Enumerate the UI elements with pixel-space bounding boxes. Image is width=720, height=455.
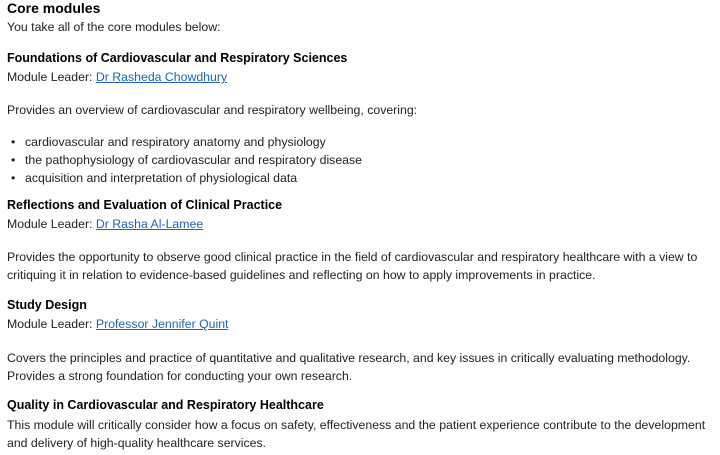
module-title-study-design: Study Design bbox=[7, 298, 87, 312]
module-leader-row bbox=[7, 217, 203, 231]
section-intro: You take all of the core modules below: bbox=[7, 20, 221, 34]
list-item: • the pathophysiology of cardiovascular and respiratory disease bbox=[7, 151, 362, 169]
module-description-study-design: Covers the principles and practice of quantitative and qualitative research, and key issues in critically evaluating methodology. Provides a strong foundation for conducting your own research. bbox=[7, 351, 691, 383]
section-title: Core modules bbox=[7, 0, 101, 16]
list-item: • acquisition and interpretation of physiological data bbox=[7, 169, 362, 187]
list-item: • cardiovascular and respiratory anatomy and physiology bbox=[7, 133, 362, 151]
module-topics-list bbox=[7, 133, 362, 187]
module-title-foundations: Foundations of Cardiovascular and Respiratory Sciences bbox=[7, 51, 348, 65]
module-description-quality: This module will critically consider how a focus on safety, effectiveness and the patient experience contribute to the development and delivery of high-quality healthcare services. bbox=[7, 418, 706, 450]
module-leader-row bbox=[7, 70, 227, 84]
module-leader-row bbox=[7, 317, 228, 331]
module-title-reflections: Reflections and Evaluation of Clinical Practice bbox=[7, 198, 283, 212]
module-title-quality: Quality in Cardiovascular and Respiratory Healthcare bbox=[7, 398, 324, 412]
module-leader-link-chowdhury[interactable]: Dr Rasheda Chowdhury bbox=[95, 70, 228, 84]
module-description-reflections: Provides the opportunity to observe good clinical practice in the field of cardiovascular and respiratory healthcare with a view to critiquing it in relation to evidence-based guidelines and reflecting on how to apply improvements in practice. bbox=[7, 250, 698, 282]
module-leader-label: Module Leader: bbox=[7, 217, 96, 231]
module-leader-label: Module Leader: bbox=[7, 317, 96, 331]
module-description-foundations: Provides an overview of cardiovascular and respiratory wellbeing, covering: bbox=[7, 103, 418, 117]
module-leader-link-quint[interactable]: Professor Jennifer Quint bbox=[95, 317, 229, 331]
module-leader-link-al-lamee[interactable]: Dr Rasha Al-Lamee bbox=[95, 217, 204, 231]
module-leader-label: Module Leader: bbox=[7, 70, 96, 84]
